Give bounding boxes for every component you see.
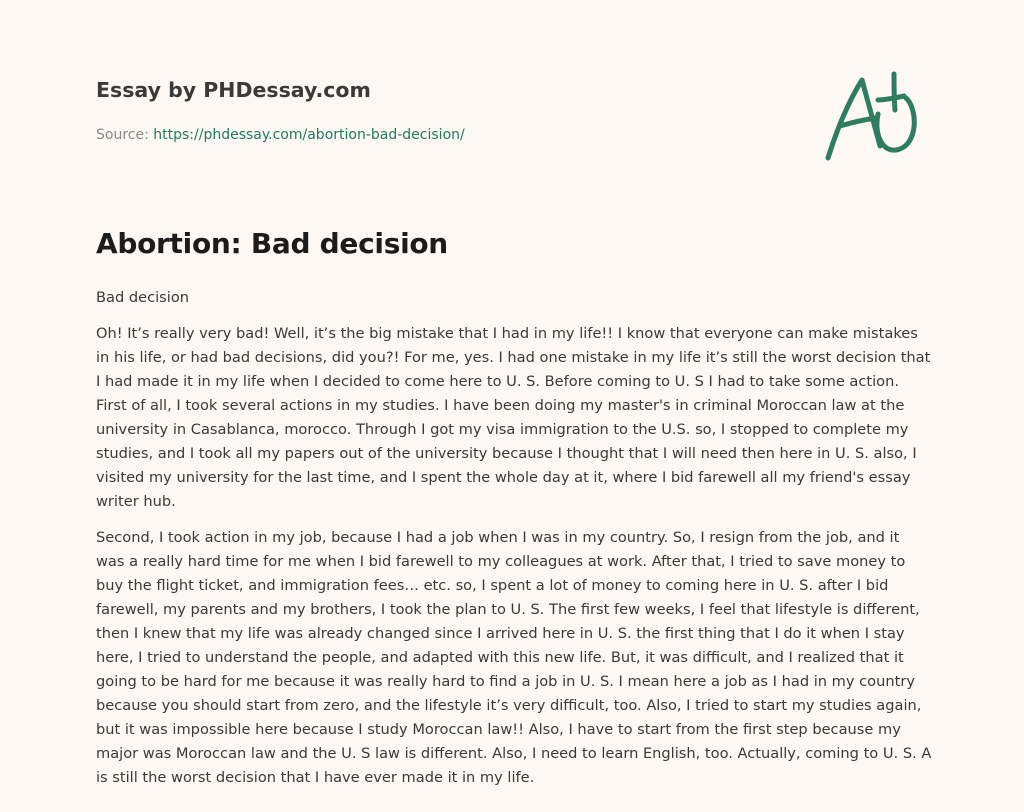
article-paragraph: Second, I took action in my job, because I had a job when I was in my country. So, I resign from the job, and it was a really hard time for me when I bid farewell to my colleagues at work. After that, I tried to save money to buy the flight ticket, and immigration fees… etc. so, I spent a lot of money to coming here in U. S. after I bid farewell, my parents and my brothers, I took the plan to U. S. The first few weeks, I feel that lifestyle is different, then I knew that my life was already changed since I arrived here in U. S. the first thing that I do it when I stay here, I tried to understand the people, and adapted with this new life. But, it was difficult, and I realized that it going to be hard for me because it was really hard to find a job in U. S. I mean here a job as I had in my country because you should start from zero, and the lifestyle it’s very difficult, too. Also, I tried to start my studies again, but it was impossible here because I study Moroccan law!! Also, I have to start from the first step because my major was Moroccan law and the U. S law is different. Also, I need to learn English, too. Actually, coming to U. S. A is still the worst decision that I have ever made it in my life. xyxy=(96,529,932,786)
source-link[interactable]: https://phdessay.com/abortion-bad-decision/ xyxy=(153,127,465,143)
source-label: Source: xyxy=(96,127,149,143)
article-title: Abortion: Bad decision xyxy=(96,227,448,260)
a-plus-grade-icon xyxy=(822,68,926,164)
source-line xyxy=(96,126,796,144)
article-paragraph: Bad decision xyxy=(96,289,190,306)
article-body xyxy=(96,286,932,802)
article-paragraph: Oh! It’s really very bad! Well, it’s the big mistake that I had in my life!! I know that everyone can make mistakes in his life, or had bad decisions, did you?! For me, yes. I had one mistake in my life it’s still the worst decision that I had made it in my life when I decided to come here to U. S. Before coming to U. S I had to take some action. First of all, I took several actions in my studies. I have been doing my master's in criminal Moroccan law at the university in Casablanca, morocco. Through I got my visa immigration to the U.S. so, I stopped to complete my studies, and I took all my papers out of the university because I thought that I will need then here in U. S. also, I visited my university for the last time, and I spent the whole day at it, where I bid farewell all my friend's essay writer hub. xyxy=(96,325,931,510)
site-brand: Essay by PHDessay.com xyxy=(96,78,371,102)
site-header xyxy=(96,76,796,144)
